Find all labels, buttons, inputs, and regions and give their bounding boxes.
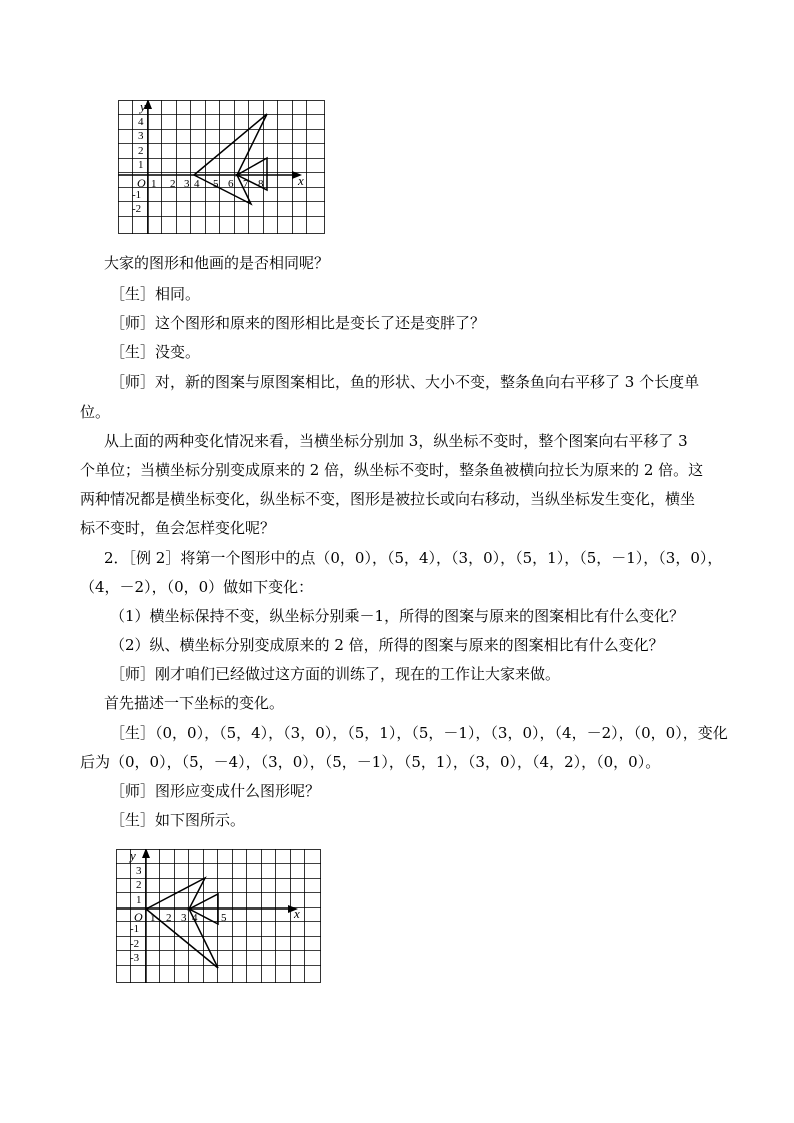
paragraph: （2）纵、横坐标分别变成原来的 2 倍，所得的图案与原来的图案相比有什么变化？ xyxy=(110,636,664,654)
paragraph: ［师］刚才咱们已经做过这方面的训练了，现在的工作让大家来做。 xyxy=(110,665,561,683)
origin-label: O xyxy=(134,910,143,924)
paragraph: ［师］这个图形和原来的图形相比是变长了还是变胖了？ xyxy=(110,314,486,332)
coordinate-figure-2 xyxy=(116,849,322,984)
x-tick-7: 7 xyxy=(243,178,249,190)
y-tick-neg2: -2 xyxy=(130,938,140,950)
x-tick-6: 6 xyxy=(228,178,234,190)
x-tick-5: 5 xyxy=(213,178,219,190)
paragraph: ［师］图形应变成什么图形呢？ xyxy=(110,782,321,800)
paragraph: 2．［例 2］将第一个图形中的点（0，0），（5，4），（3，0），（5，1），（5，－1），（3，0）， xyxy=(104,549,723,567)
y-tick-2: 2 xyxy=(138,145,144,157)
paragraph: 大家的图形和他画的是否相同呢？ xyxy=(104,254,330,272)
paragraph: 位。 xyxy=(80,403,111,421)
x-axis-label: x xyxy=(294,906,300,921)
paragraph: 个单位；当横坐标分别变成原来的 2 倍，纵坐标不变时，整条鱼被横向拉长为原来的 2 倍。这 xyxy=(80,461,704,479)
origin-label: O xyxy=(137,176,146,190)
coordinate-figure-1 xyxy=(118,100,326,235)
paragraph: 首先描述一下坐标的变化。 xyxy=(104,694,285,712)
x-tick-1: 1 xyxy=(150,912,156,924)
y-tick-1: 1 xyxy=(138,159,144,171)
x-tick-8: 8 xyxy=(258,178,264,190)
x-tick-2: 2 xyxy=(170,178,176,190)
x-tick-5: 5 xyxy=(221,912,227,924)
y-tick-2: 2 xyxy=(136,879,142,891)
paragraph: 从上面的两种变化情况来看，当横坐标分别加 3，纵坐标不变时，整个图案向右平移了 3 xyxy=(104,432,688,450)
paragraph: ［生］如下图所示。 xyxy=(110,811,246,829)
paragraph: 标不变时，鱼会怎样变化呢？ xyxy=(80,519,276,537)
y-tick-neg1: -1 xyxy=(130,923,140,935)
paragraph: 两种情况都是横坐标变化，纵坐标不变，图形是被拉长或向右移动，当纵坐标发生变化，横坐 xyxy=(80,490,696,508)
paragraph: 后为（0，0），（5，－4），（3，0），（5，－1），（5，1），（3，0），（4，2），（0，0）。 xyxy=(80,753,661,771)
paragraph: ［生］（0，0），（5，4），（3，0），（5，1），（5，－1），（3，0），（4，－2），（0，0），变化 xyxy=(110,724,728,742)
grid xyxy=(118,100,325,234)
fish-shape xyxy=(194,114,267,204)
paragraph: ［师］对，新的图案与原图案相比，鱼的形状、大小不变，整条鱼向右平移了 3 个长度单 xyxy=(110,373,700,391)
x-tick-3: 3 xyxy=(181,912,187,924)
y-tick-3: 3 xyxy=(136,865,142,877)
axes xyxy=(118,104,296,234)
paragraph: （1）横坐标保持不变，纵坐标分别乘－1，所得的图案与原来的图案相比有什么变化？ xyxy=(110,607,685,625)
x-tick-4: 4 xyxy=(192,912,198,924)
x-tick-3: 3 xyxy=(184,178,190,190)
y-tick-4: 4 xyxy=(138,116,144,128)
y-tick-neg3: -3 xyxy=(130,952,140,964)
y-tick-neg1: -1 xyxy=(132,189,142,201)
y-axis-label: y xyxy=(140,100,146,114)
y-axis-arrow xyxy=(142,849,150,858)
y-axis-label: y xyxy=(130,849,136,863)
paragraph: （4，－2），（0，0）做如下变化： xyxy=(80,578,314,596)
x-tick-1: 1 xyxy=(151,178,157,190)
y-tick-1: 1 xyxy=(136,894,142,906)
x-axis-label: x xyxy=(298,173,304,188)
paragraph: ［生］相同。 xyxy=(110,285,201,303)
y-tick-3: 3 xyxy=(138,130,144,142)
y-tick-neg2: -2 xyxy=(132,203,142,215)
x-tick-2: 2 xyxy=(166,912,172,924)
paragraph: ［生］没变。 xyxy=(110,343,201,361)
x-tick-4: 4 xyxy=(194,178,200,190)
y-tick-labels xyxy=(132,116,144,215)
